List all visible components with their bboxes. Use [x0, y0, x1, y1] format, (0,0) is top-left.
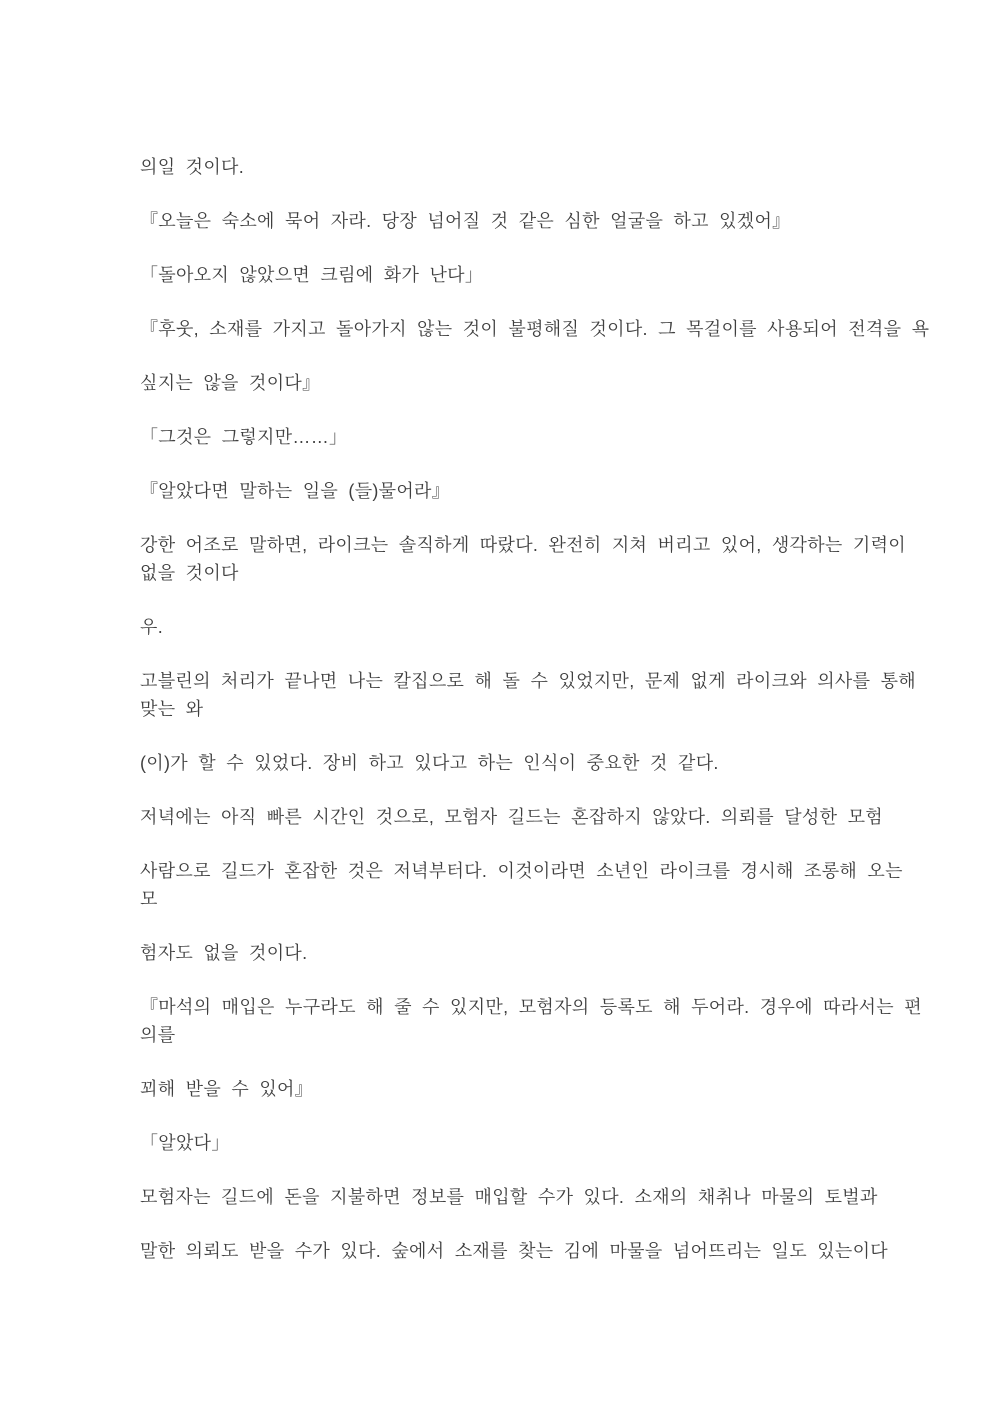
- text-line: 싶지는 않을 것이다』: [140, 373, 321, 393]
- paragraph: [140, 803, 883, 831]
- paragraph: [140, 207, 880, 235]
- text-line: 「돌아오지 않았으면 크림에 화가 난다」: [140, 265, 484, 285]
- text-line: 모험자는 길드에 돈을 지불하면 정보를 매입할 수가 있다. 소재의 채취나 마물의 토벌과: [140, 1187, 878, 1207]
- text-line: 없을 것이다: [140, 563, 239, 583]
- text-line: 험자도 없을 것이다.: [140, 943, 308, 963]
- text-line: 의일 것이다.: [140, 157, 245, 177]
- text-line: 『마석의 매입은 누구라도 해 줄 수 있지만, 모험자의 등록도 해 두어라. 경우에 따라서는 편: [140, 997, 922, 1017]
- paragraph: [140, 1129, 880, 1157]
- text-line: 모: [140, 889, 158, 909]
- paragraph: [140, 1075, 880, 1103]
- text-line: 「알았다」: [140, 1133, 230, 1153]
- paragraph: [140, 939, 880, 967]
- paragraph: [140, 369, 880, 397]
- paragraph: [140, 857, 903, 913]
- text-line: 『오늘은 숙소에 묵어 자라. 당장 넘어질 것 같은 심한 얼굴을 하고 있겠어』: [140, 211, 791, 231]
- text-line: 사람으로 길드가 혼잡한 것은 저녁부터다. 이것이라면 소년인 라이크를 경시해 조롱해 오는: [140, 861, 903, 881]
- text-line: 『알았다면 말하는 일을 (들)물어라』: [140, 481, 451, 501]
- text-line: 고블린의 처리가 끝나면 나는 칼집으로 해 돌 수 있었지만, 문제 없게 라이크와 의사를 통해: [140, 671, 916, 691]
- paragraph: [140, 423, 880, 451]
- paragraph: [140, 749, 880, 777]
- text-line: (이)가 할 수 있었다. 장비 하고 있다고 하는 인식이 중요한 것 같다.: [140, 753, 719, 773]
- paragraph: [140, 613, 880, 641]
- text-line: 의를: [140, 1025, 176, 1045]
- text-line: 우.: [140, 617, 163, 637]
- text-line: 「그것은 그렇지만……」: [140, 427, 348, 447]
- paragraph: [140, 477, 880, 505]
- text-line: 강한 어조로 말하면, 라이크는 솔직하게 따랐다. 완전히 지쳐 버리고 있어, 생각하는 기력이: [140, 535, 906, 555]
- text-line: 저녁에는 아직 빠른 시간인 것으로, 모험자 길드는 혼잡하지 않았다. 의뢰를 달성한 모험: [140, 807, 883, 827]
- paragraph: [140, 1183, 880, 1211]
- text-line: 맞는 와: [140, 699, 204, 719]
- paragraph: [140, 315, 930, 343]
- paragraph: [140, 1237, 888, 1265]
- paragraph: [140, 261, 880, 289]
- text-line: 꾀해 받을 수 있어』: [140, 1079, 314, 1099]
- paragraph: [140, 531, 906, 587]
- paragraph: [140, 993, 922, 1049]
- text-line: 말한 의뢰도 받을 수가 있다. 숲에서 소재를 찾는 김에 마물을 넘어뜨리는 일도 있는이다: [140, 1241, 888, 1261]
- paragraph: [140, 667, 916, 723]
- text-line: 『후웃, 소재를 가지고 돌아가지 않는 것이 불평해질 것이다. 그 목걸이를 사용되어 전격을 욕: [140, 319, 930, 339]
- paragraph: [140, 153, 880, 181]
